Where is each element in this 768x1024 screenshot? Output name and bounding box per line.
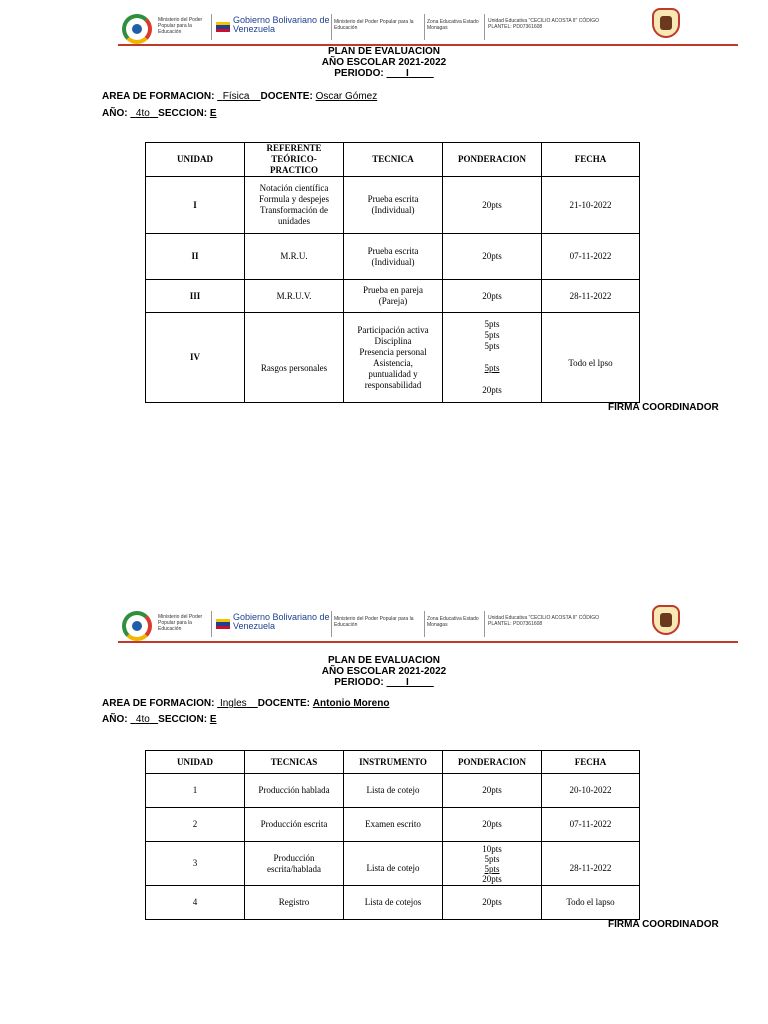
plan-title: PLAN DE EVALUACION [327,655,441,666]
area-line: AREA DE FORMACION: Ingles DOCENTE: Antonio Moreno [102,698,390,709]
school-crest-icon [652,605,680,635]
school-year: AÑO ESCOLAR 2021-2022 [321,57,447,68]
zona-text: Zona Educativa Estado Monagas [427,616,479,628]
table-row: 4 Registro Lista de cotejos 20pts Todo el lapso [146,886,640,920]
school-year: AÑO ESCOLAR 2021-2022 [321,666,447,677]
header-banner [118,10,738,48]
government-text: Gobierno Bolivariano de Venezuela [233,612,330,631]
docente-value: Antonio Moreno [312,698,390,709]
school-text: Unidad Educativa "CECILIO ACOSTA II" CÓDIGO PLANTEL: PD07361608 [488,18,599,30]
periodo-line: PERIODO: I [334,68,409,79]
firma-coordinador: FIRMA COORDINADOR [608,402,719,413]
venezuela-flag-icon [216,619,230,629]
plan-titles [0,46,768,79]
ministry-logo-icon [122,611,152,641]
area-line: AREA DE FORMACION: Física DOCENTE: Oscar Gómez [102,91,378,102]
table-row: IV Rasgos personales Participación activa Disciplina Presencia personal Asistencia, puntualidad y responsabilidad 5pts 5pts 5pts 5pts 20pts Todo el lpso [146,313,640,403]
firma-coordinador: FIRMA COORDINADOR [608,919,719,930]
venezuela-flag-icon [216,22,230,32]
docente-value: Oscar Gómez [315,91,378,102]
header-banner [118,607,738,645]
anio-line: AÑO: 4to SECCION: E [102,108,217,119]
table-header-row: UNIDAD REFERENTE TEÓRICO-PRACTICO TECNICA PONDERACION FECHA [146,143,640,177]
table-row: 3 Producción escrita/hablada Lista de cotejo 10pts 5pts 5pts 20pts 28-11-2022 [146,842,640,886]
mppe-text: Ministerio del Poder Popular para la Educación [334,19,414,31]
periodo-line: PERIODO: I [334,677,409,688]
government-text: Gobierno Bolivariano de Venezuela [233,15,330,34]
ministry-logo-icon [122,14,152,44]
evaluation-table [145,142,640,403]
table-header-row: UNIDAD TECNICAS INSTRUMENTO PONDERACION FECHA [146,751,640,774]
evaluation-table [145,750,640,920]
school-text: Unidad Educativa "CECILIO ACOSTA II" CÓDIGO PLANTEL: PD07361608 [488,615,599,627]
ministry-text: Ministerio del Poder Popular para la Educación [158,17,203,35]
anio-line: AÑO: 4to SECCION: E [102,714,217,725]
table-row: 2 Producción escrita Examen escrito 20pts 07-11-2022 [146,808,640,842]
table-row: III M.R.U.V. Prueba en pareja (Pareja) 20pts 28-11-2022 [146,280,640,313]
table-row: II M.R.U. Prueba escrita (Individual) 20pts 07-11-2022 [146,234,640,280]
evaluation-plan-physics [0,0,768,430]
mppe-text: Ministerio del Poder Popular para la Educación [334,616,414,628]
table-row: 1 Producción hablada Lista de cotejo 20pts 20-10-2022 [146,774,640,808]
school-crest-icon [652,8,680,38]
plan-title: PLAN DE EVALUACION [327,46,441,57]
ministry-text: Ministerio del Poder Popular para la Educación [158,614,203,632]
zona-text: Zona Educativa Estado Monagas [427,19,479,31]
plan-titles [0,655,768,688]
area-value: Física [222,91,250,102]
area-value: Ingles [219,698,247,709]
evaluation-plan-english [0,597,768,1017]
table-row: I Notación científica Formula y despejes Transformación de unidades Prueba escrita (Individual) 20pts 21-10-2022 [146,177,640,234]
